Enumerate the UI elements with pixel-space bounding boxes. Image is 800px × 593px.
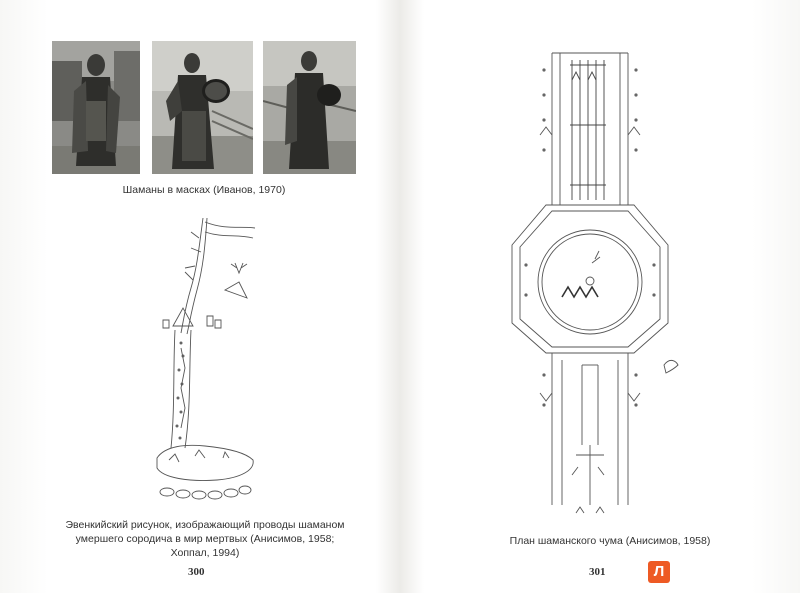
page-number-right: 301 (589, 566, 606, 578)
photo-caption: Шаманы в масках (Иванов, 1970) (122, 184, 286, 196)
drawing-caption-line1: Эвенкийский рисунок, изображающий проводы шаманом (65, 519, 345, 531)
plan-caption: План шаманского чума (Анисимов, 1958) (509, 535, 711, 547)
shaman-tent-plan (500, 35, 680, 525)
publisher-logo: Л (648, 561, 670, 583)
shaman-photo-1 (52, 41, 140, 174)
page-number-left: 300 (188, 566, 205, 578)
evenki-drawing (145, 208, 265, 510)
drawing-caption-line2: умершего сородича в мир мертвых (Анисимов, 1958; Хоппал, 1994) (75, 533, 335, 559)
shaman-photo-2 (152, 41, 253, 174)
drawing-caption (60, 518, 350, 560)
shaman-photo-3 (263, 41, 356, 174)
right-page (400, 0, 800, 593)
